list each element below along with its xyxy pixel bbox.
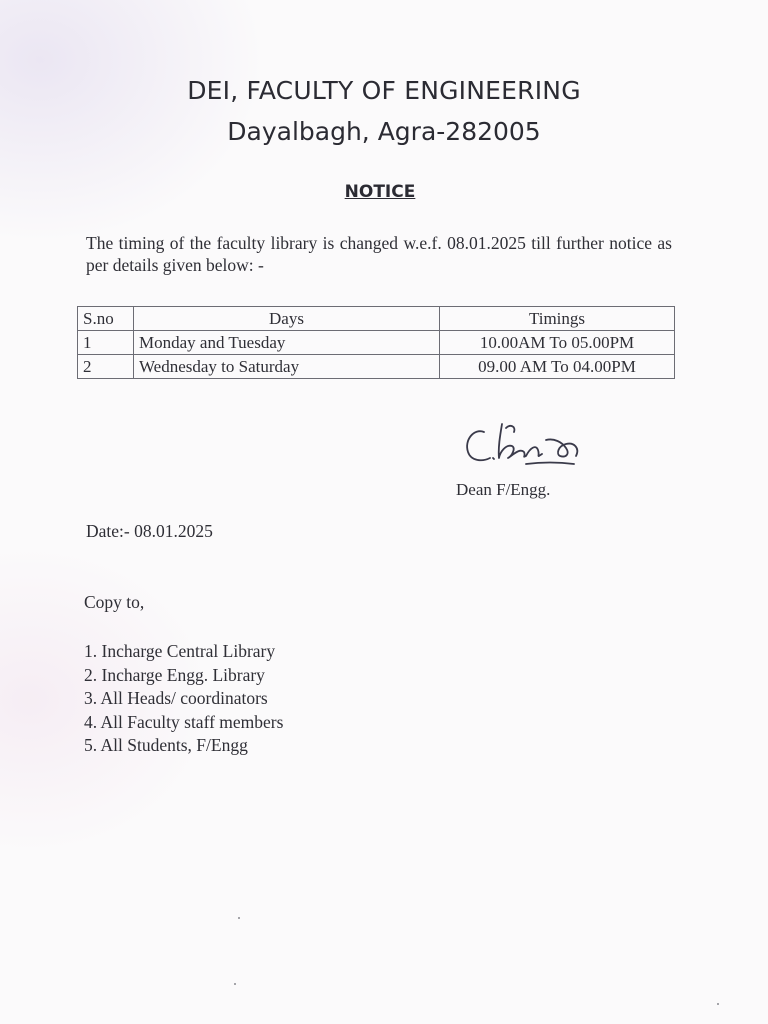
institution-address: Dayalbagh, Agra-282005	[227, 117, 541, 146]
cell-timings: 10.00AM To 05.00PM	[440, 331, 675, 355]
signatory-title: Dean F/Engg.	[456, 480, 551, 499]
paper-speck	[234, 983, 236, 985]
paper-speck	[717, 1003, 719, 1005]
table-row	[78, 331, 675, 355]
list-item: 5. All Students, F/Engg	[84, 735, 248, 755]
copy-to-heading: Copy to,	[84, 592, 145, 612]
cell-sno: 2	[78, 355, 134, 379]
paper-speck	[238, 917, 240, 919]
notice-heading: NOTICE	[344, 182, 416, 202]
library-timings-table	[77, 306, 675, 379]
list-item: 3. All Heads/ coordinators	[84, 688, 268, 708]
column-header-sno: S.no	[78, 307, 134, 331]
list-item: 4. All Faculty staff members	[84, 711, 284, 732]
notice-date: Date:- 08.01.2025	[86, 521, 213, 541]
notice-body: The timing of the faculty library is changed w.e.f. 08.01.2025 till further notice as per details given below: -	[86, 233, 672, 275]
list-item: 1. Incharge Central Library	[84, 641, 276, 661]
table-header-row	[78, 307, 675, 331]
cell-timings: 09.00 AM To 04.00PM	[440, 355, 675, 379]
cell-days: Wednesday to Saturday	[134, 355, 440, 379]
cell-days: Monday and Tuesday	[134, 331, 440, 355]
column-header-days: Days	[134, 307, 440, 331]
dean-signature	[462, 418, 592, 480]
column-header-timings: Timings	[440, 307, 675, 331]
table-row	[78, 355, 675, 379]
cell-sno: 1	[78, 331, 134, 355]
institution-name: DEI, FACULTY OF ENGINEERING	[187, 76, 581, 105]
copy-to-list	[84, 640, 283, 758]
list-item: 2. Incharge Engg. Library	[84, 664, 265, 685]
